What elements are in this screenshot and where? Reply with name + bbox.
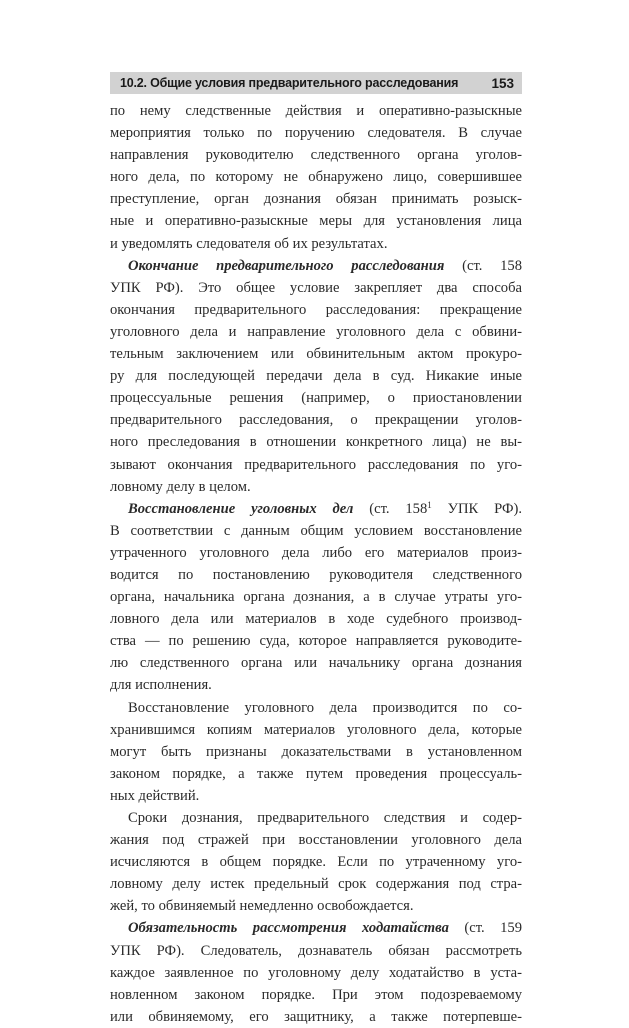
section-heading: Окончание предварительного расследования: [128, 257, 445, 274]
text-line: жания под стражей при восстановлении уголовного дела: [110, 832, 522, 849]
page-number: 153: [491, 75, 514, 91]
text-line: исчисляются в общем порядке. Если по утраченному уго-: [110, 854, 522, 871]
text-line: УПК РФ). Следователь, дознаватель обязан рассмотреть: [110, 942, 522, 959]
text-line: ного дела, по которому не обнаружено лицо, совершившее: [110, 169, 522, 186]
text-line: для исполнения.: [110, 677, 212, 694]
article-superscript: 1: [427, 499, 432, 510]
text-line: каждое заявленное по уголовному делу ходатайство в уста-: [110, 964, 522, 981]
text-line: жей, то обвиняемый немедленно освобождается.: [110, 898, 414, 915]
text-line: тельным заключением или обвинительным актом прокуро-: [110, 346, 522, 363]
text-line: лю следственного органа или начальнику органа дознания: [110, 655, 522, 672]
text-line: ловного дела или материалов в ходе судебного производ-: [110, 611, 522, 628]
text-line: ловному делу в целом.: [110, 478, 251, 495]
article-reference: (ст. 158: [353, 500, 428, 517]
article-reference-tail: УПК РФ).: [431, 500, 522, 517]
text-line: ства — по решению суда, которое направляется руководите-: [110, 633, 522, 650]
section-heading: Обязательность рассмотрения ходатайства: [128, 920, 449, 937]
running-head-title: 10.2. Общие условия предварительного расследования: [120, 76, 459, 90]
text-line: законом порядке, а также путем проведения процессуаль-: [110, 765, 522, 782]
body-text: [110, 100, 522, 1028]
text-line: преступление, орган дознания обязан принимать розыск-: [110, 191, 522, 208]
text-line: окончания предварительного расследования: прекращение: [110, 301, 522, 318]
text-line: органа, начальника органа дознания, а в случае утраты уго-: [110, 589, 522, 606]
text-line: или обвиняемому, его защитнику, а также потерпевше-: [110, 1008, 522, 1025]
text-line: и уведомлять следователя об их результатах.: [110, 235, 388, 252]
text-line: утраченного уголовного дела либо его материалов произ-: [110, 544, 522, 561]
text-line: В соответствии с данным общим условием восстановление: [110, 522, 522, 539]
text-line: Сроки дознания, предварительного следствия и содер-: [128, 810, 522, 826]
text-line: могут быть признаны доказательствами в установленном: [110, 743, 522, 760]
text-line: ного преследования в отношении конкретного лица) не вы-: [110, 434, 522, 451]
text-line: ру для последующей передачи дела в суд. Никакие иные: [110, 368, 522, 385]
text-line: зывают окончания предварительного расследования по уго-: [110, 456, 522, 473]
text-line: хранившимся копиям материалов уголовного дела, которые: [110, 721, 522, 738]
text-line: УПК РФ). Это общее условие закрепляет два способа: [110, 279, 522, 296]
text-line: ных действий.: [110, 787, 200, 804]
text-line: водится по постановлению руководителя следственного: [110, 566, 522, 583]
article-reference: (ст. 159: [448, 920, 522, 937]
text-line: мероприятия только по поручению следователя. В случае: [110, 125, 522, 142]
text-line: процессуальные решения (например, о приостановлении: [110, 390, 522, 407]
text-line: предварительного расследования, о прекращении уголов-: [110, 412, 522, 429]
text-line: по нему следственные действия и оперативно-разыскные: [110, 103, 522, 119]
text-line: новленном законом порядке. При этом подозреваемому: [110, 986, 522, 1003]
text-line: Восстановление уголовного дела производится по со-: [128, 699, 522, 716]
text-line: направления руководителю следственного органа уголов-: [110, 147, 522, 164]
text-line: ные и оперативно-разыскные меры для установления лица: [110, 213, 522, 230]
article-reference: (ст. 158: [444, 257, 522, 274]
text-line: [110, 917, 522, 939]
text-line: ловному делу истек предельный срок содержания под стра-: [110, 876, 522, 893]
running-header: [110, 72, 522, 94]
text-line: [110, 255, 522, 277]
text-line: [110, 498, 522, 520]
section-heading: Восстановление уголовных дел: [128, 500, 354, 517]
text-line: уголовного дела и направление уголовного дела с обвини-: [110, 323, 522, 340]
